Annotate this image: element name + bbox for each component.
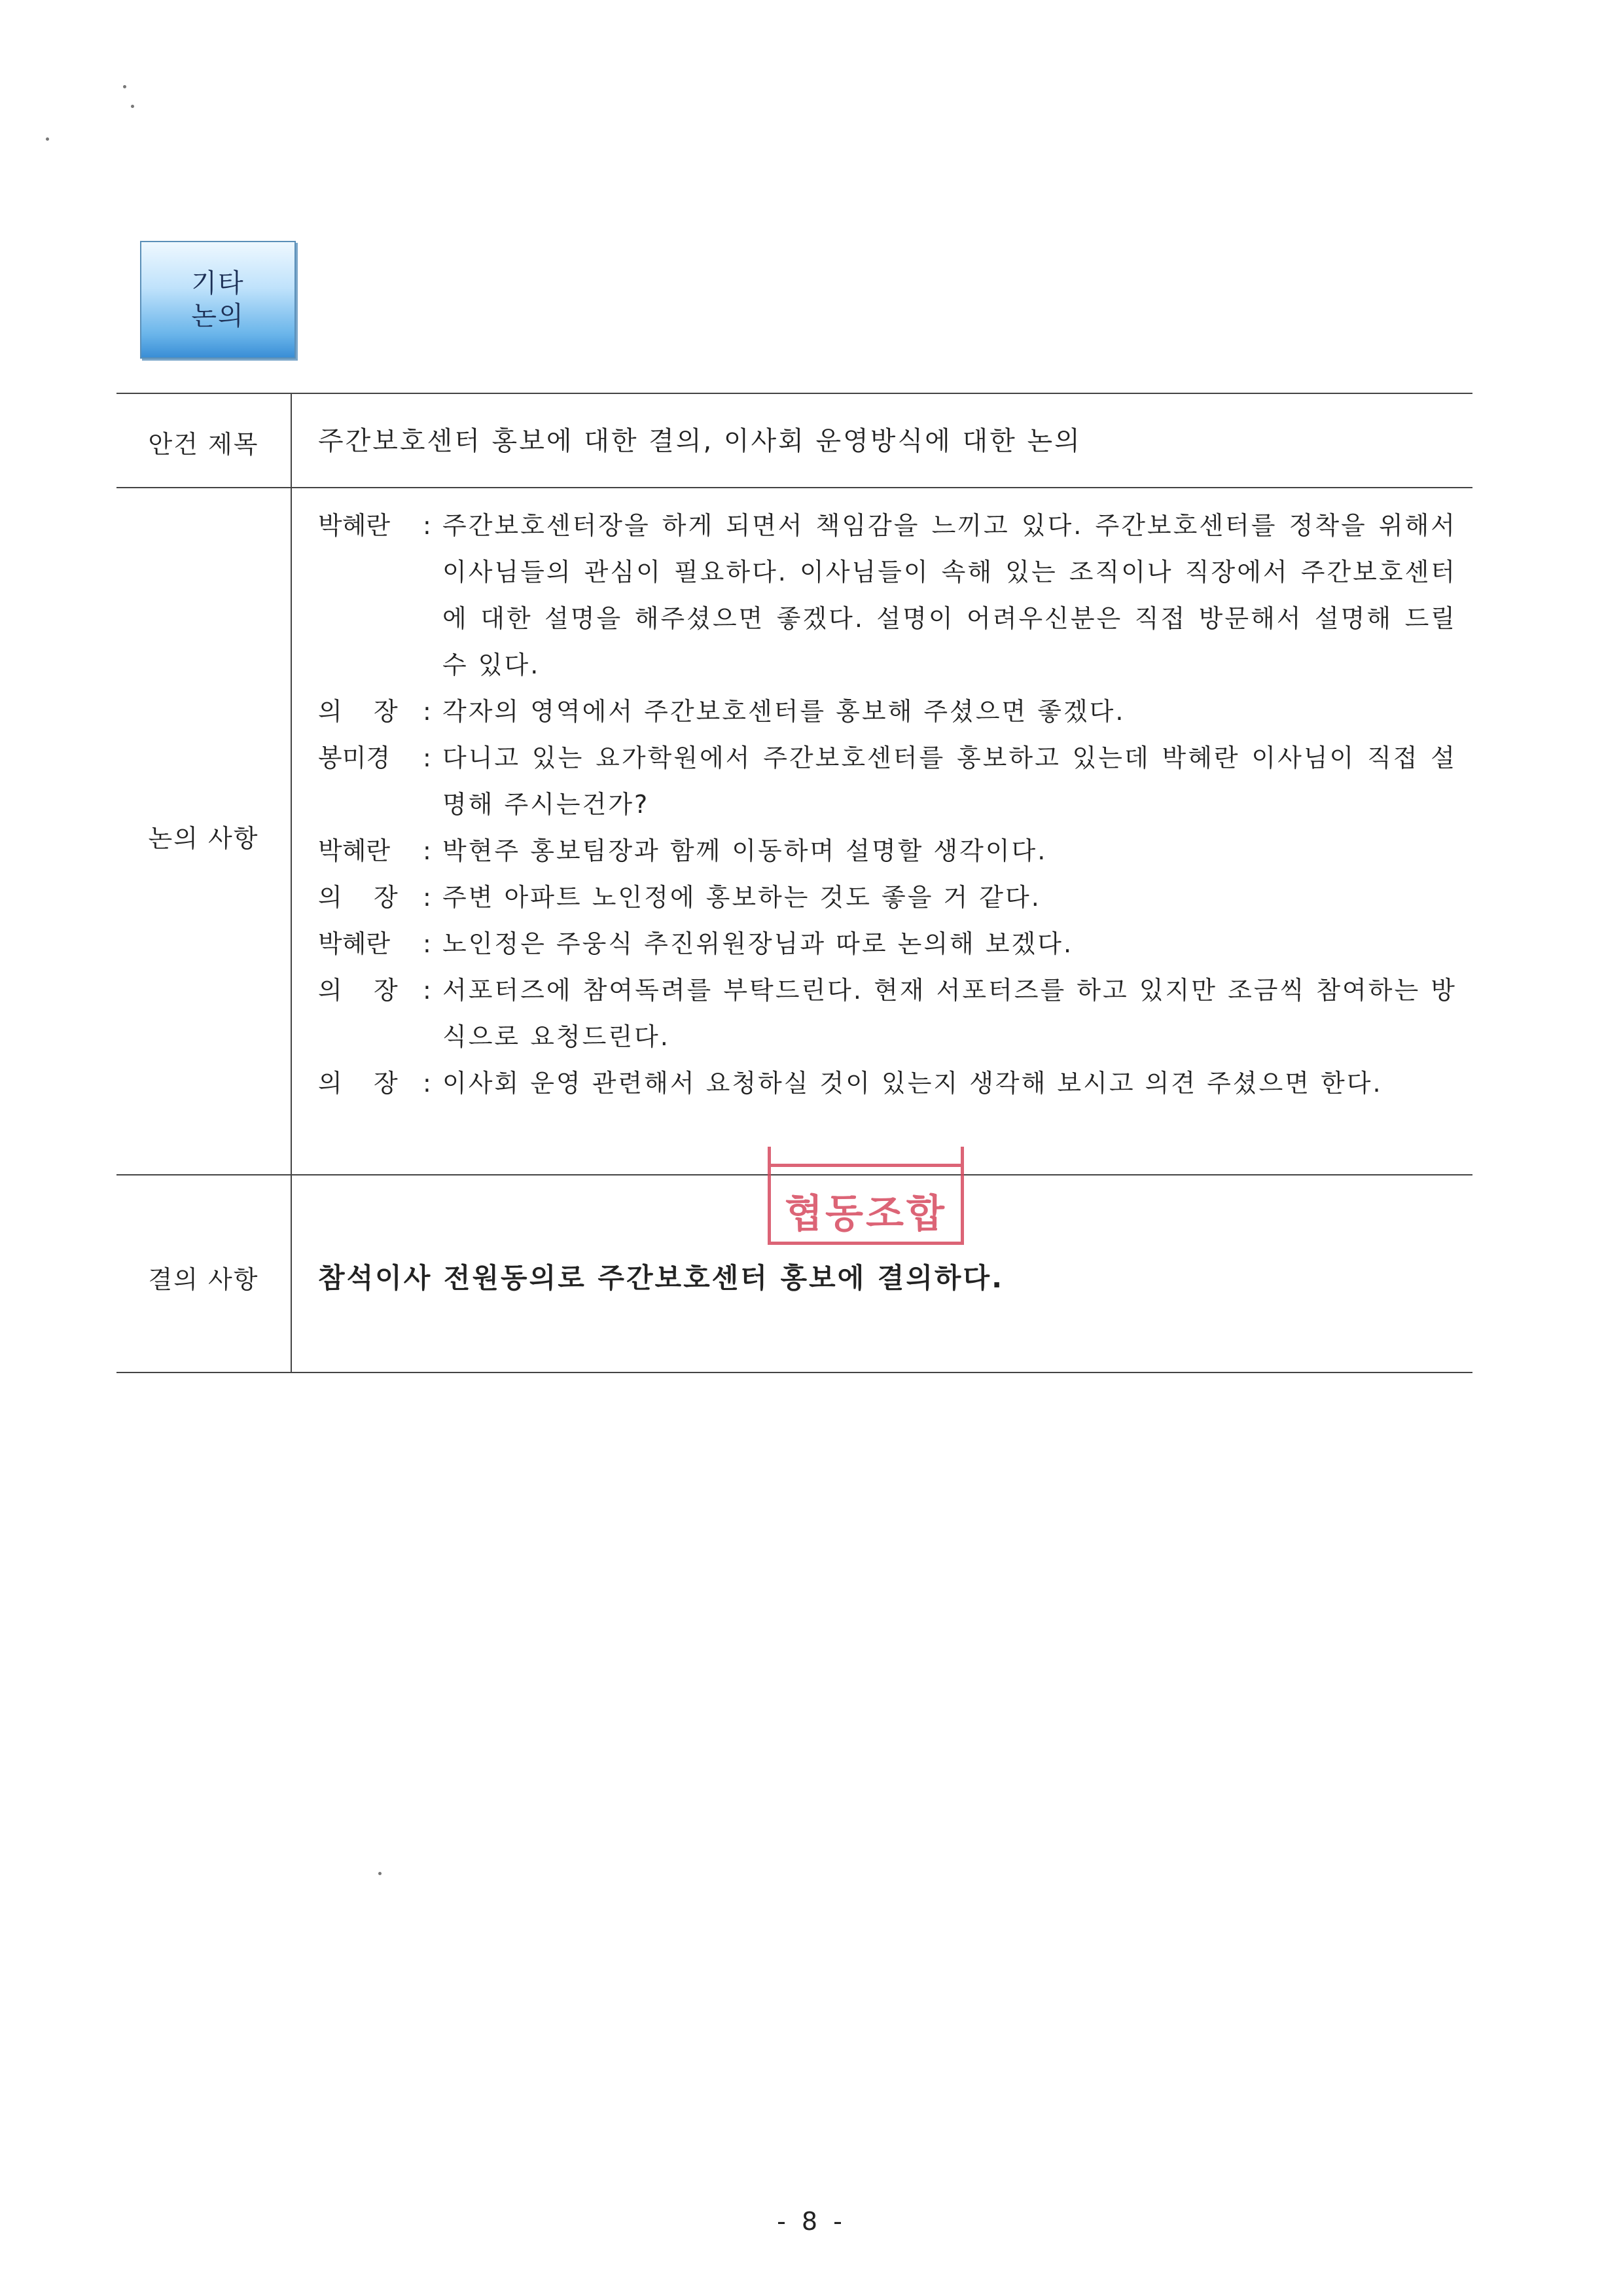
table-column-divider (291, 393, 292, 1373)
section-badge-line2: 논의 (191, 301, 245, 331)
utterance-text: 다니고 있는 요가학원에서 주간보호센터를 홍보하고 있는데 박혜란 이사님이 직접 설명해 주시는건가? (442, 744, 1457, 819)
speaker-name: 봉미경 (318, 744, 391, 772)
utterance-text: 노인정은 주웅식 추진위원장님과 따로 논의해 보겠다. (442, 929, 1074, 958)
speaker-name: 의 장 (318, 883, 398, 912)
utterance-text: 이사회 운영 관련해서 요청하실 것이 있는지 생각해 보시고 의견 주셨으면 한다. (442, 1069, 1383, 1098)
discussion-label: 논의 사항 (148, 824, 259, 853)
utterance-text: 각자의 영역에서 주간보호센터를 홍보해 주셨으면 좋겠다. (442, 697, 1126, 726)
agenda-title-label: 안건 제목 (148, 430, 259, 459)
speaker-colon: : (423, 511, 431, 540)
utterance-text: 박현주 홍보팀장과 함께 이동하며 설명할 생각이다. (442, 836, 1048, 865)
utterance-text: 주변 아파트 노인정에 홍보하는 것도 좋을 거 같다. (442, 883, 1041, 912)
page-number: - 8 - (777, 2207, 846, 2236)
discussion-entry (318, 828, 1457, 874)
speaker-colon: : (423, 744, 431, 772)
discussion-entry (318, 921, 1457, 967)
section-badge (140, 241, 296, 359)
discussion-entry (318, 967, 1457, 1060)
utterance-text: 주간보호센터장을 하게 되면서 책임감을 느끼고 있다. 주간보호센터를 정착을 위해서 이사님들의 관심이 필요하다. 이사님들이 속해 있는 조직이나 직장에서 주간보호센터에 대한 설명을 해주셨으면 좋겠다. 설명이 어려우신분은 직접 방문해서 설명해 드릴 수 있다. (442, 511, 1457, 679)
table-divider-1 (116, 487, 1472, 488)
speaker-colon: : (423, 883, 431, 912)
speaker-name: 의 장 (318, 1069, 398, 1098)
discussion-entry (318, 735, 1457, 828)
resolution-label: 결의 사항 (148, 1265, 259, 1294)
speaker-colon: : (423, 1069, 431, 1098)
discussion-entry (318, 1060, 1457, 1107)
speaker-name: 박혜란 (318, 929, 391, 958)
discussion-list (318, 503, 1457, 1107)
utterance-text: 서포터즈에 참여독려를 부탁드린다. 현재 서포터즈를 하고 있지만 조금씩 참여하는 방식으로 요청드린다. (442, 976, 1457, 1051)
agenda-title-text: 주간보호센터 홍보에 대한 결의, 이사회 운영방식에 대한 논의 (318, 426, 1082, 456)
speaker-colon: : (423, 697, 431, 726)
seal-top-band (771, 1147, 961, 1167)
scan-speck (131, 105, 134, 108)
official-seal-stamp (768, 1147, 964, 1245)
scan-speck (123, 85, 126, 88)
speaker-colon: : (423, 836, 431, 865)
section-badge-line1: 기타 (191, 268, 245, 298)
discussion-entry (318, 874, 1457, 921)
speaker-name: 의 장 (318, 976, 398, 1005)
speaker-colon: : (423, 929, 431, 958)
speaker-name: 의 장 (318, 697, 398, 726)
discussion-entry (318, 689, 1457, 735)
speaker-colon: : (423, 976, 431, 1005)
scan-speck (378, 1872, 382, 1875)
speaker-name: 박혜란 (318, 511, 391, 540)
table-border-bottom (116, 1372, 1472, 1373)
discussion-entry (318, 503, 1457, 689)
resolution-text: 참석이사 전원동의로 주간보호센터 홍보에 결의하다. (318, 1262, 1005, 1294)
scan-speck (46, 137, 49, 141)
table-border-top (116, 393, 1472, 394)
speaker-name: 박혜란 (318, 836, 391, 865)
seal-text: 협동조합 (785, 1191, 947, 1237)
